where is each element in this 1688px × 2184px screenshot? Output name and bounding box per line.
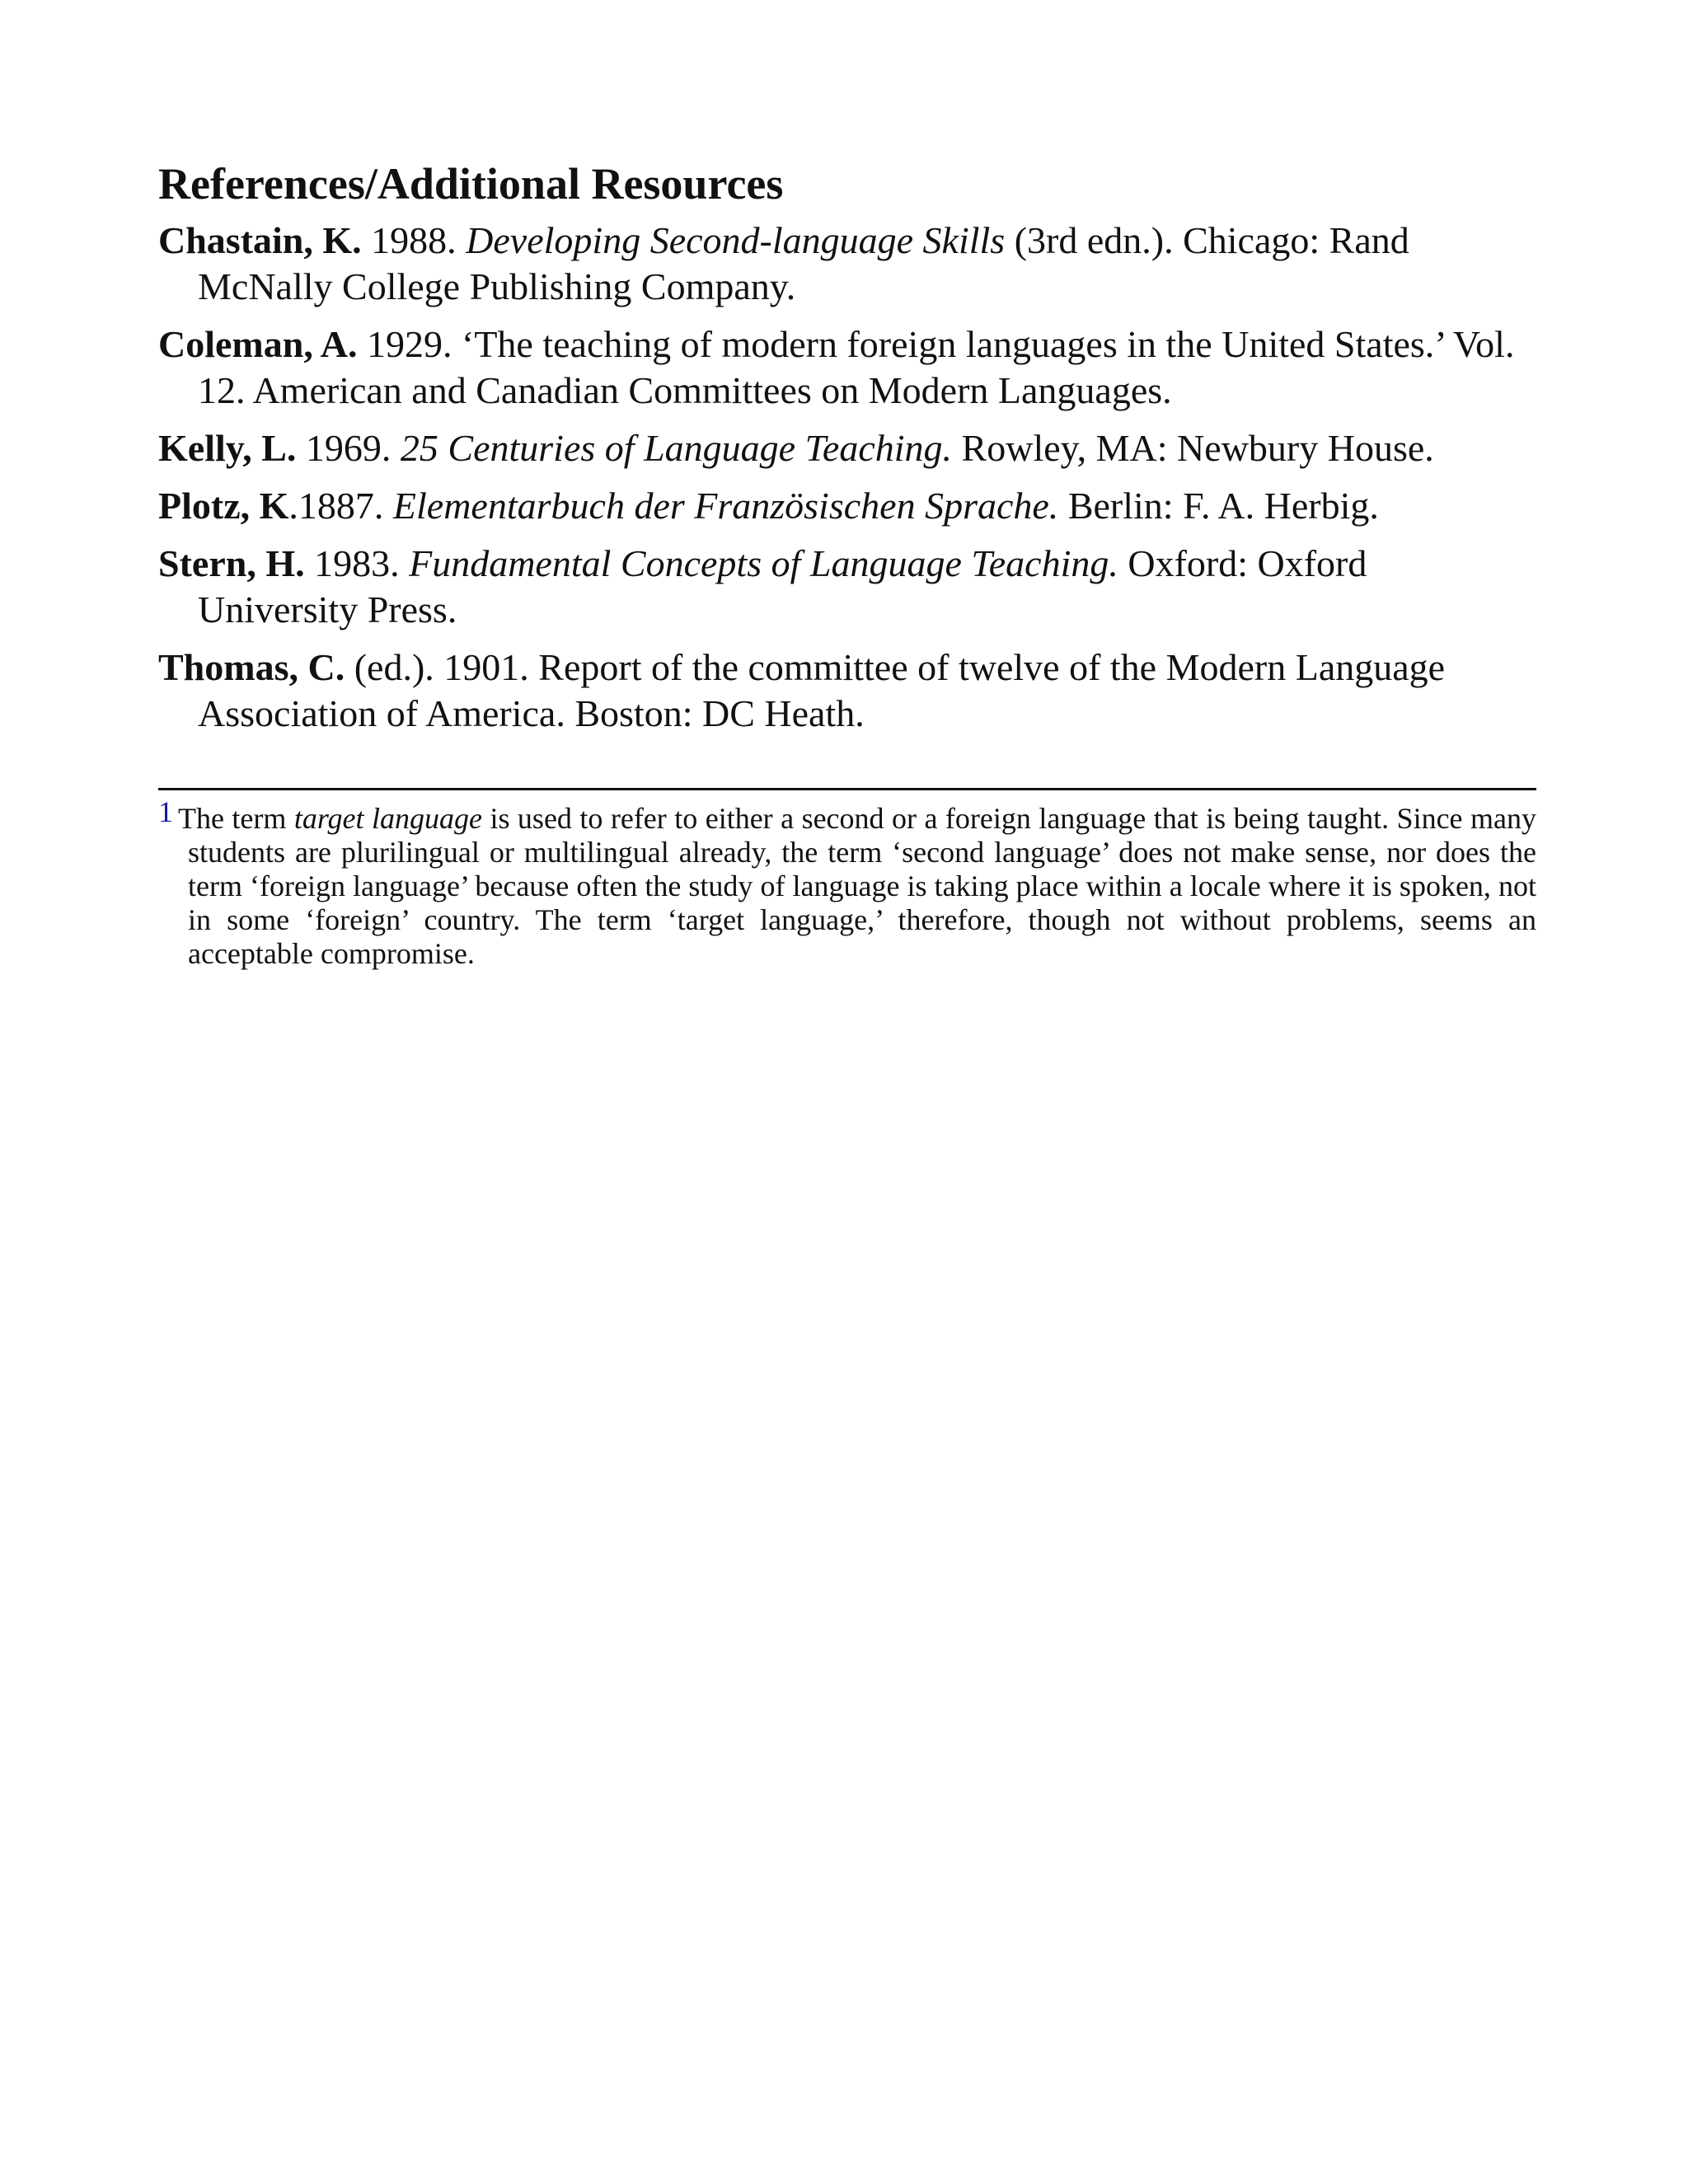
reference-year: .1887. <box>288 485 393 527</box>
footnote <box>158 795 1536 971</box>
reference-author: Coleman, A. <box>158 323 358 365</box>
reference-entry-stern <box>158 541 1536 633</box>
footnote-marker[interactable]: 1 <box>158 795 173 828</box>
section-heading: References/Additional Resources <box>158 159 784 209</box>
reference-details: 1929. ‘The teaching of modern foreign languages in the United States.’ Vol. 12. American and Canadian Committees on Modern Languages. <box>198 323 1515 411</box>
reference-year: 1969. <box>296 427 401 469</box>
reference-year: 1988. <box>361 219 467 261</box>
reference-author: Stern, H. <box>158 542 305 584</box>
footnote-text-rest: is used to refer to either a second or a foreign language that is being taught. Since many students are plurilingual or multilingual already, the term ‘second language’ does not make sense, nor does the term ‘foreign language’ because often the study of language is taking place within a locale where it is spoken, not in some ‘foreign’ country. The term ‘target language,’ therefore, though not without problems, seems an acceptable compromise. <box>188 802 1536 970</box>
reference-title: Developing Second-language Skills <box>466 219 1006 261</box>
reference-entry-coleman <box>158 321 1536 414</box>
reference-entry-chastain <box>158 218 1536 310</box>
reference-entry-kelly <box>158 425 1536 471</box>
reference-year: 1983. <box>304 542 410 584</box>
reference-list <box>158 218 1536 737</box>
reference-author: Kelly, L. <box>158 427 297 469</box>
reference-entry-plotz <box>158 483 1536 529</box>
reference-author: Chastain, K. <box>158 219 362 261</box>
reference-publisher: Oxford: Oxford University Press. <box>198 542 1367 630</box>
footnote-text-start: The term <box>178 802 294 835</box>
reference-publisher: (3rd edn.). Chicago: Rand McNally College Publishing Company. <box>198 219 1409 307</box>
document-page <box>158 155 1536 1001</box>
footnote-divider <box>158 788 1536 790</box>
reference-publisher: Berlin: F. A. Herbig. <box>1058 485 1379 527</box>
reference-title: 25 Centuries of Language Teaching. <box>400 427 953 469</box>
reference-author: Plotz, K <box>158 485 289 527</box>
reference-author: Thomas, C. <box>158 646 345 688</box>
reference-details: (ed.). 1901. Report of the committee of twelve of the Modern Language Association of America. Boston: DC Heath. <box>198 646 1446 734</box>
reference-title: Fundamental Concepts of Language Teaching. <box>409 542 1118 584</box>
reference-publisher: Rowley, MA: Newbury House. <box>952 427 1434 469</box>
reference-title: Elementarbuch der Französischen Sprache. <box>392 485 1059 527</box>
footnote-emphasis: target language <box>293 802 482 835</box>
reference-entry-thomas <box>158 644 1536 737</box>
